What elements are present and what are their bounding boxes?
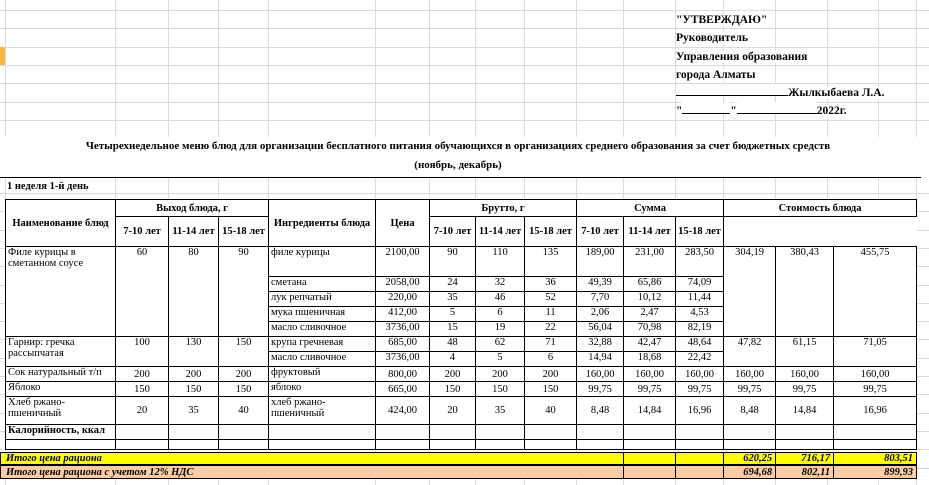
cost-value-cell[interactable]: 455,75 — [834, 247, 917, 337]
brutto-value-cell[interactable]: 5 — [430, 307, 476, 322]
totals-value[interactable]: 899,93 — [833, 466, 916, 478]
table-row — [6, 337, 917, 352]
sum-value-cell[interactable]: 2,06 — [577, 307, 624, 322]
ingredient-name-cell[interactable]: масло сливочное — [269, 322, 376, 337]
empty-cell[interactable] — [623, 453, 675, 464]
empty-cell[interactable] — [525, 440, 577, 450]
brutto-value-cell[interactable]: 200 — [430, 367, 476, 382]
total-row — [0, 452, 917, 465]
brutto-value-cell[interactable]: 200 — [476, 367, 525, 382]
title-band — [0, 137, 929, 177]
brutto-value-cell[interactable]: 35 — [476, 397, 525, 425]
price-value-cell[interactable]: 424,00 — [376, 397, 430, 425]
header-group-row — [6, 200, 917, 217]
empty-cell[interactable] — [219, 425, 269, 440]
empty-cell[interactable] — [376, 425, 430, 440]
col-header-ingredients[interactable]: Ингредиенты блюда — [269, 200, 376, 247]
dish-name-cell[interactable]: Яблоко — [6, 382, 116, 397]
empty-cell[interactable] — [116, 425, 169, 440]
sum-value-cell[interactable]: 14,84 — [624, 397, 676, 425]
cost-value-cell[interactable]: 16,96 — [834, 397, 917, 425]
sum-value-cell[interactable]: 70,98 — [624, 322, 676, 337]
week-day-label: 1 неделя 1-й день — [7, 181, 89, 192]
brutto-value-cell[interactable]: 19 — [476, 322, 525, 337]
empty-cell[interactable] — [676, 425, 724, 440]
cost-value-cell[interactable]: 8,48 — [724, 397, 776, 425]
output-value-cell[interactable]: 200 — [219, 367, 269, 382]
sum-value-cell[interactable]: 56,04 — [577, 322, 624, 337]
totals-value[interactable]: 716,17 — [775, 453, 833, 464]
brutto-value-cell[interactable]: 71 — [525, 337, 577, 352]
price-value-cell[interactable]: 2100,00 — [376, 247, 430, 277]
sum-value-cell[interactable]: 14,94 — [577, 352, 624, 367]
table-row — [6, 397, 917, 425]
col-header-name[interactable]: Наименование блюд — [6, 200, 116, 247]
total-with-vat-row — [0, 465, 917, 479]
approval-line: "УТВЕРЖДАЮ" — [676, 14, 768, 26]
totals-label[interactable]: Итого цена рациона с учетом 12% НДС — [6, 466, 194, 478]
empty-cell[interactable] — [430, 440, 476, 450]
output-value-cell[interactable]: 100 — [116, 337, 169, 367]
price-value-cell[interactable]: 685,00 — [376, 337, 430, 352]
brutto-value-cell[interactable]: 46 — [476, 292, 525, 307]
brutto-value-cell[interactable]: 62 — [476, 337, 525, 352]
brutto-value-cell[interactable]: 150 — [476, 382, 525, 397]
output-value-cell[interactable]: 200 — [169, 367, 219, 382]
sum-value-cell[interactable]: 160,00 — [624, 367, 676, 382]
empty-cell[interactable] — [116, 440, 169, 450]
signature-underline — [676, 84, 788, 96]
empty-cell[interactable] — [525, 425, 577, 440]
cost-value-cell[interactable]: 14,84 — [776, 397, 834, 425]
col-header-sum[interactable]: Сумма — [577, 200, 724, 217]
brutto-value-cell[interactable]: 90 — [430, 247, 476, 277]
empty-cell[interactable] — [834, 440, 917, 450]
sum-value-cell[interactable]: 42,47 — [624, 337, 676, 352]
sum-value-cell[interactable]: 11,44 — [676, 292, 724, 307]
empty-cell[interactable] — [776, 425, 834, 440]
sum-value-cell[interactable]: 49,39 — [577, 277, 624, 292]
age-col-header[interactable]: 11-14 лет — [624, 217, 676, 247]
brutto-value-cell[interactable]: 20 — [430, 397, 476, 425]
empty-cell[interactable] — [624, 425, 676, 440]
price-value-cell[interactable]: 3736,00 — [376, 322, 430, 337]
highlighted-mini-cell[interactable] — [0, 47, 5, 65]
dish-name-cell[interactable]: Сок натуральный т/п — [6, 367, 116, 382]
date-month-underline — [737, 102, 817, 114]
brutto-value-cell[interactable]: 40 — [525, 397, 577, 425]
age-col-header[interactable]: 15-18 лет — [219, 217, 269, 247]
brutto-value-cell[interactable]: 135 — [525, 247, 577, 277]
empty-cell[interactable] — [169, 440, 219, 450]
sum-value-cell[interactable]: 65,86 — [624, 277, 676, 292]
price-value-cell[interactable]: 2058,00 — [376, 277, 430, 292]
empty-cell[interactable] — [676, 440, 724, 450]
output-value-cell[interactable]: 40 — [219, 397, 269, 425]
output-value-cell[interactable]: 130 — [169, 337, 219, 367]
output-value-cell[interactable]: 60 — [116, 247, 169, 337]
cost-value-cell[interactable]: 304,19 — [724, 247, 776, 337]
empty-cell[interactable] — [430, 425, 476, 440]
brutto-value-cell[interactable]: 150 — [525, 382, 577, 397]
price-value-cell[interactable]: 220,00 — [376, 292, 430, 307]
approval-block — [676, 11, 884, 121]
sum-value-cell[interactable]: 160,00 — [676, 367, 724, 382]
age-col-header[interactable]: 11-14 лет — [476, 217, 525, 247]
empty-cell[interactable] — [577, 440, 624, 450]
output-value-cell[interactable]: 150 — [169, 382, 219, 397]
sum-value-cell[interactable]: 18,68 — [624, 352, 676, 367]
sum-value-cell[interactable]: 8,48 — [577, 397, 624, 425]
table-row — [6, 247, 917, 277]
output-value-cell[interactable]: 150 — [219, 337, 269, 367]
brutto-value-cell[interactable]: 110 — [476, 247, 525, 277]
brutto-value-cell[interactable]: 22 — [525, 322, 577, 337]
brutto-value-cell[interactable]: 24 — [430, 277, 476, 292]
empty-cell[interactable] — [169, 425, 219, 440]
sum-value-cell[interactable]: 189,00 — [577, 247, 624, 277]
empty-cell[interactable] — [776, 440, 834, 450]
empty-cell[interactable] — [675, 453, 723, 464]
empty-cell[interactable] — [219, 440, 269, 450]
ingredient-name-cell[interactable]: хлеб ржано-пшеничный — [269, 397, 376, 425]
brutto-value-cell[interactable]: 150 — [430, 382, 476, 397]
col-header-output[interactable]: Выход блюда, г — [116, 200, 269, 217]
signature-line — [676, 84, 884, 102]
empty-cell[interactable] — [675, 466, 723, 478]
table-row — [6, 367, 917, 382]
brutto-value-cell[interactable]: 200 — [525, 367, 577, 382]
cost-value-cell[interactable]: 160,00 — [776, 367, 834, 382]
menu-table — [5, 199, 917, 450]
cost-value-cell[interactable]: 99,75 — [776, 382, 834, 397]
output-value-cell[interactable]: 200 — [116, 367, 169, 382]
output-value-cell[interactable]: 90 — [219, 247, 269, 337]
sum-value-cell[interactable]: 48,64 — [676, 337, 724, 352]
age-col-header[interactable]: 7-10 лет — [430, 217, 476, 247]
empty-cell[interactable] — [834, 425, 917, 440]
empty-cell[interactable] — [376, 440, 430, 450]
sum-value-cell[interactable]: 82,19 — [676, 322, 724, 337]
empty-cell[interactable] — [577, 425, 624, 440]
col-header-cost[interactable]: Стоимость блюда — [724, 200, 917, 217]
brutto-value-cell[interactable]: 35 — [430, 292, 476, 307]
ingredient-name-cell[interactable]: крупа гречневая — [269, 337, 376, 352]
age-col-header[interactable]: 7-10 лет — [577, 217, 624, 247]
cost-value-cell[interactable]: 380,43 — [776, 247, 834, 337]
output-value-cell[interactable]: 150 — [219, 382, 269, 397]
output-value-cell[interactable]: 20 — [116, 397, 169, 425]
dish-name-cell[interactable]: Гарнир: гречка рассыпчатая — [6, 337, 116, 367]
age-col-header[interactable]: 11-14 лет — [169, 217, 219, 247]
header-age-row — [6, 217, 917, 247]
brutto-value-cell[interactable]: 32 — [476, 277, 525, 292]
sum-value-cell[interactable]: 160,00 — [577, 367, 624, 382]
cost-value-cell[interactable]: 99,75 — [834, 382, 917, 397]
brutto-value-cell[interactable]: 6 — [476, 307, 525, 322]
gridline — [0, 193, 929, 194]
sum-value-cell[interactable]: 99,75 — [624, 382, 676, 397]
empty-row — [6, 440, 917, 450]
col-header-price[interactable]: Цена — [376, 200, 430, 247]
empty-cell[interactable] — [724, 425, 776, 440]
empty-cell[interactable] — [269, 440, 376, 450]
brutto-value-cell[interactable]: 5 — [476, 352, 525, 367]
ingredient-name-cell[interactable]: фруктовый — [269, 367, 376, 382]
separator-line — [0, 177, 921, 178]
empty-cell[interactable] — [269, 425, 376, 440]
date-line: " " 2022г. — [676, 102, 884, 120]
output-value-cell[interactable]: 35 — [169, 397, 219, 425]
brutto-value-cell[interactable]: 52 — [525, 292, 577, 307]
empty-cell[interactable] — [724, 440, 776, 450]
empty-cell[interactable] — [6, 440, 116, 450]
brutto-value-cell[interactable]: 11 — [525, 307, 577, 322]
ingredient-name-cell[interactable]: сметана — [269, 277, 376, 292]
calories-row — [6, 425, 917, 440]
empty-cell[interactable] — [476, 425, 525, 440]
price-value-cell[interactable]: 412,00 — [376, 307, 430, 322]
document-title: Четырехнедельное меню блюд для организации бесплатного питания обучающихся в организациях среднего образования за счет бюджетных средств — [85, 140, 831, 152]
age-col-header[interactable]: 15-18 лет — [525, 217, 577, 247]
price-value-cell[interactable]: 800,00 — [376, 367, 430, 382]
price-value-cell[interactable]: 3736,00 — [376, 352, 430, 367]
ingredient-name-cell[interactable]: яблоко — [269, 382, 376, 397]
col-header-brutto[interactable]: Брутто, г — [430, 200, 577, 217]
sum-value-cell[interactable]: 10,12 — [624, 292, 676, 307]
cost-value-cell[interactable]: 160,00 — [724, 367, 776, 382]
sum-value-cell[interactable]: 2,47 — [624, 307, 676, 322]
age-col-header[interactable]: 15-18 лет — [676, 217, 724, 247]
ingredient-name-cell[interactable]: филе курицы — [269, 247, 376, 277]
totals-value[interactable]: 620,25 — [723, 453, 775, 464]
sum-value-cell[interactable]: 283,50 — [676, 247, 724, 277]
totals-label[interactable]: Итого цена рациона — [6, 453, 102, 464]
brutto-value-cell[interactable]: 4 — [430, 352, 476, 367]
totals-value[interactable]: 802,11 — [775, 466, 833, 478]
ingredient-name-cell[interactable]: лук репчатый — [269, 292, 376, 307]
age-col-header[interactable]: 7-10 лет — [116, 217, 169, 247]
sum-value-cell[interactable]: 7,70 — [577, 292, 624, 307]
cost-value-cell[interactable]: 160,00 — [834, 367, 917, 382]
document-subtitle: (ноябрь, декабрь) — [414, 159, 502, 171]
price-value-cell[interactable]: 665,00 — [376, 382, 430, 397]
brutto-value-cell[interactable]: 48 — [430, 337, 476, 352]
ingredient-name-cell[interactable]: масло сливочное — [269, 352, 376, 367]
ingredient-name-cell[interactable]: мука пшеничная — [269, 307, 376, 322]
signature-name: Жылкыбаева Л.А. — [788, 87, 885, 100]
brutto-value-cell[interactable]: 6 — [525, 352, 577, 367]
date-year: 2022г. — [816, 105, 847, 118]
output-value-cell[interactable]: 80 — [169, 247, 219, 337]
sum-value-cell[interactable]: 74,09 — [676, 277, 724, 292]
brutto-value-cell[interactable]: 15 — [430, 322, 476, 337]
approval-line: Управления образования — [676, 50, 808, 63]
cost-value-cell[interactable]: 47,82 — [724, 337, 776, 367]
cost-value-cell[interactable]: 71,05 — [834, 337, 917, 367]
dish-name-cell[interactable]: Филе курицы в сметанном соусе — [6, 247, 116, 337]
cost-value-cell[interactable]: 61,15 — [776, 337, 834, 367]
totals-value[interactable]: 694,68 — [723, 466, 775, 478]
empty-cell[interactable] — [476, 440, 525, 450]
sum-value-cell[interactable]: 16,96 — [676, 397, 724, 425]
sum-value-cell[interactable]: 32,88 — [577, 337, 624, 352]
cost-value-cell[interactable]: 99,75 — [724, 382, 776, 397]
sum-value-cell[interactable]: 99,75 — [577, 382, 624, 397]
sum-value-cell[interactable]: 99,75 — [676, 382, 724, 397]
dish-name-cell[interactable]: Хлеб ржано-пшеничный — [6, 397, 116, 425]
table-row — [6, 382, 917, 397]
date-day-underline — [682, 102, 730, 114]
sum-value-cell[interactable]: 4,53 — [676, 307, 724, 322]
sum-value-cell[interactable]: 22,42 — [676, 352, 724, 367]
approval-line: города Алматы — [676, 68, 756, 81]
approval-line: Руководитель — [676, 32, 748, 45]
totals-value[interactable]: 803,51 — [833, 453, 916, 464]
brutto-value-cell[interactable]: 36 — [525, 277, 577, 292]
empty-cell[interactable] — [624, 440, 676, 450]
output-value-cell[interactable]: 150 — [116, 382, 169, 397]
sum-value-cell[interactable]: 231,00 — [624, 247, 676, 277]
empty-cell[interactable] — [623, 466, 675, 478]
calories-label-cell[interactable]: Калорийность, ккал — [6, 425, 116, 440]
